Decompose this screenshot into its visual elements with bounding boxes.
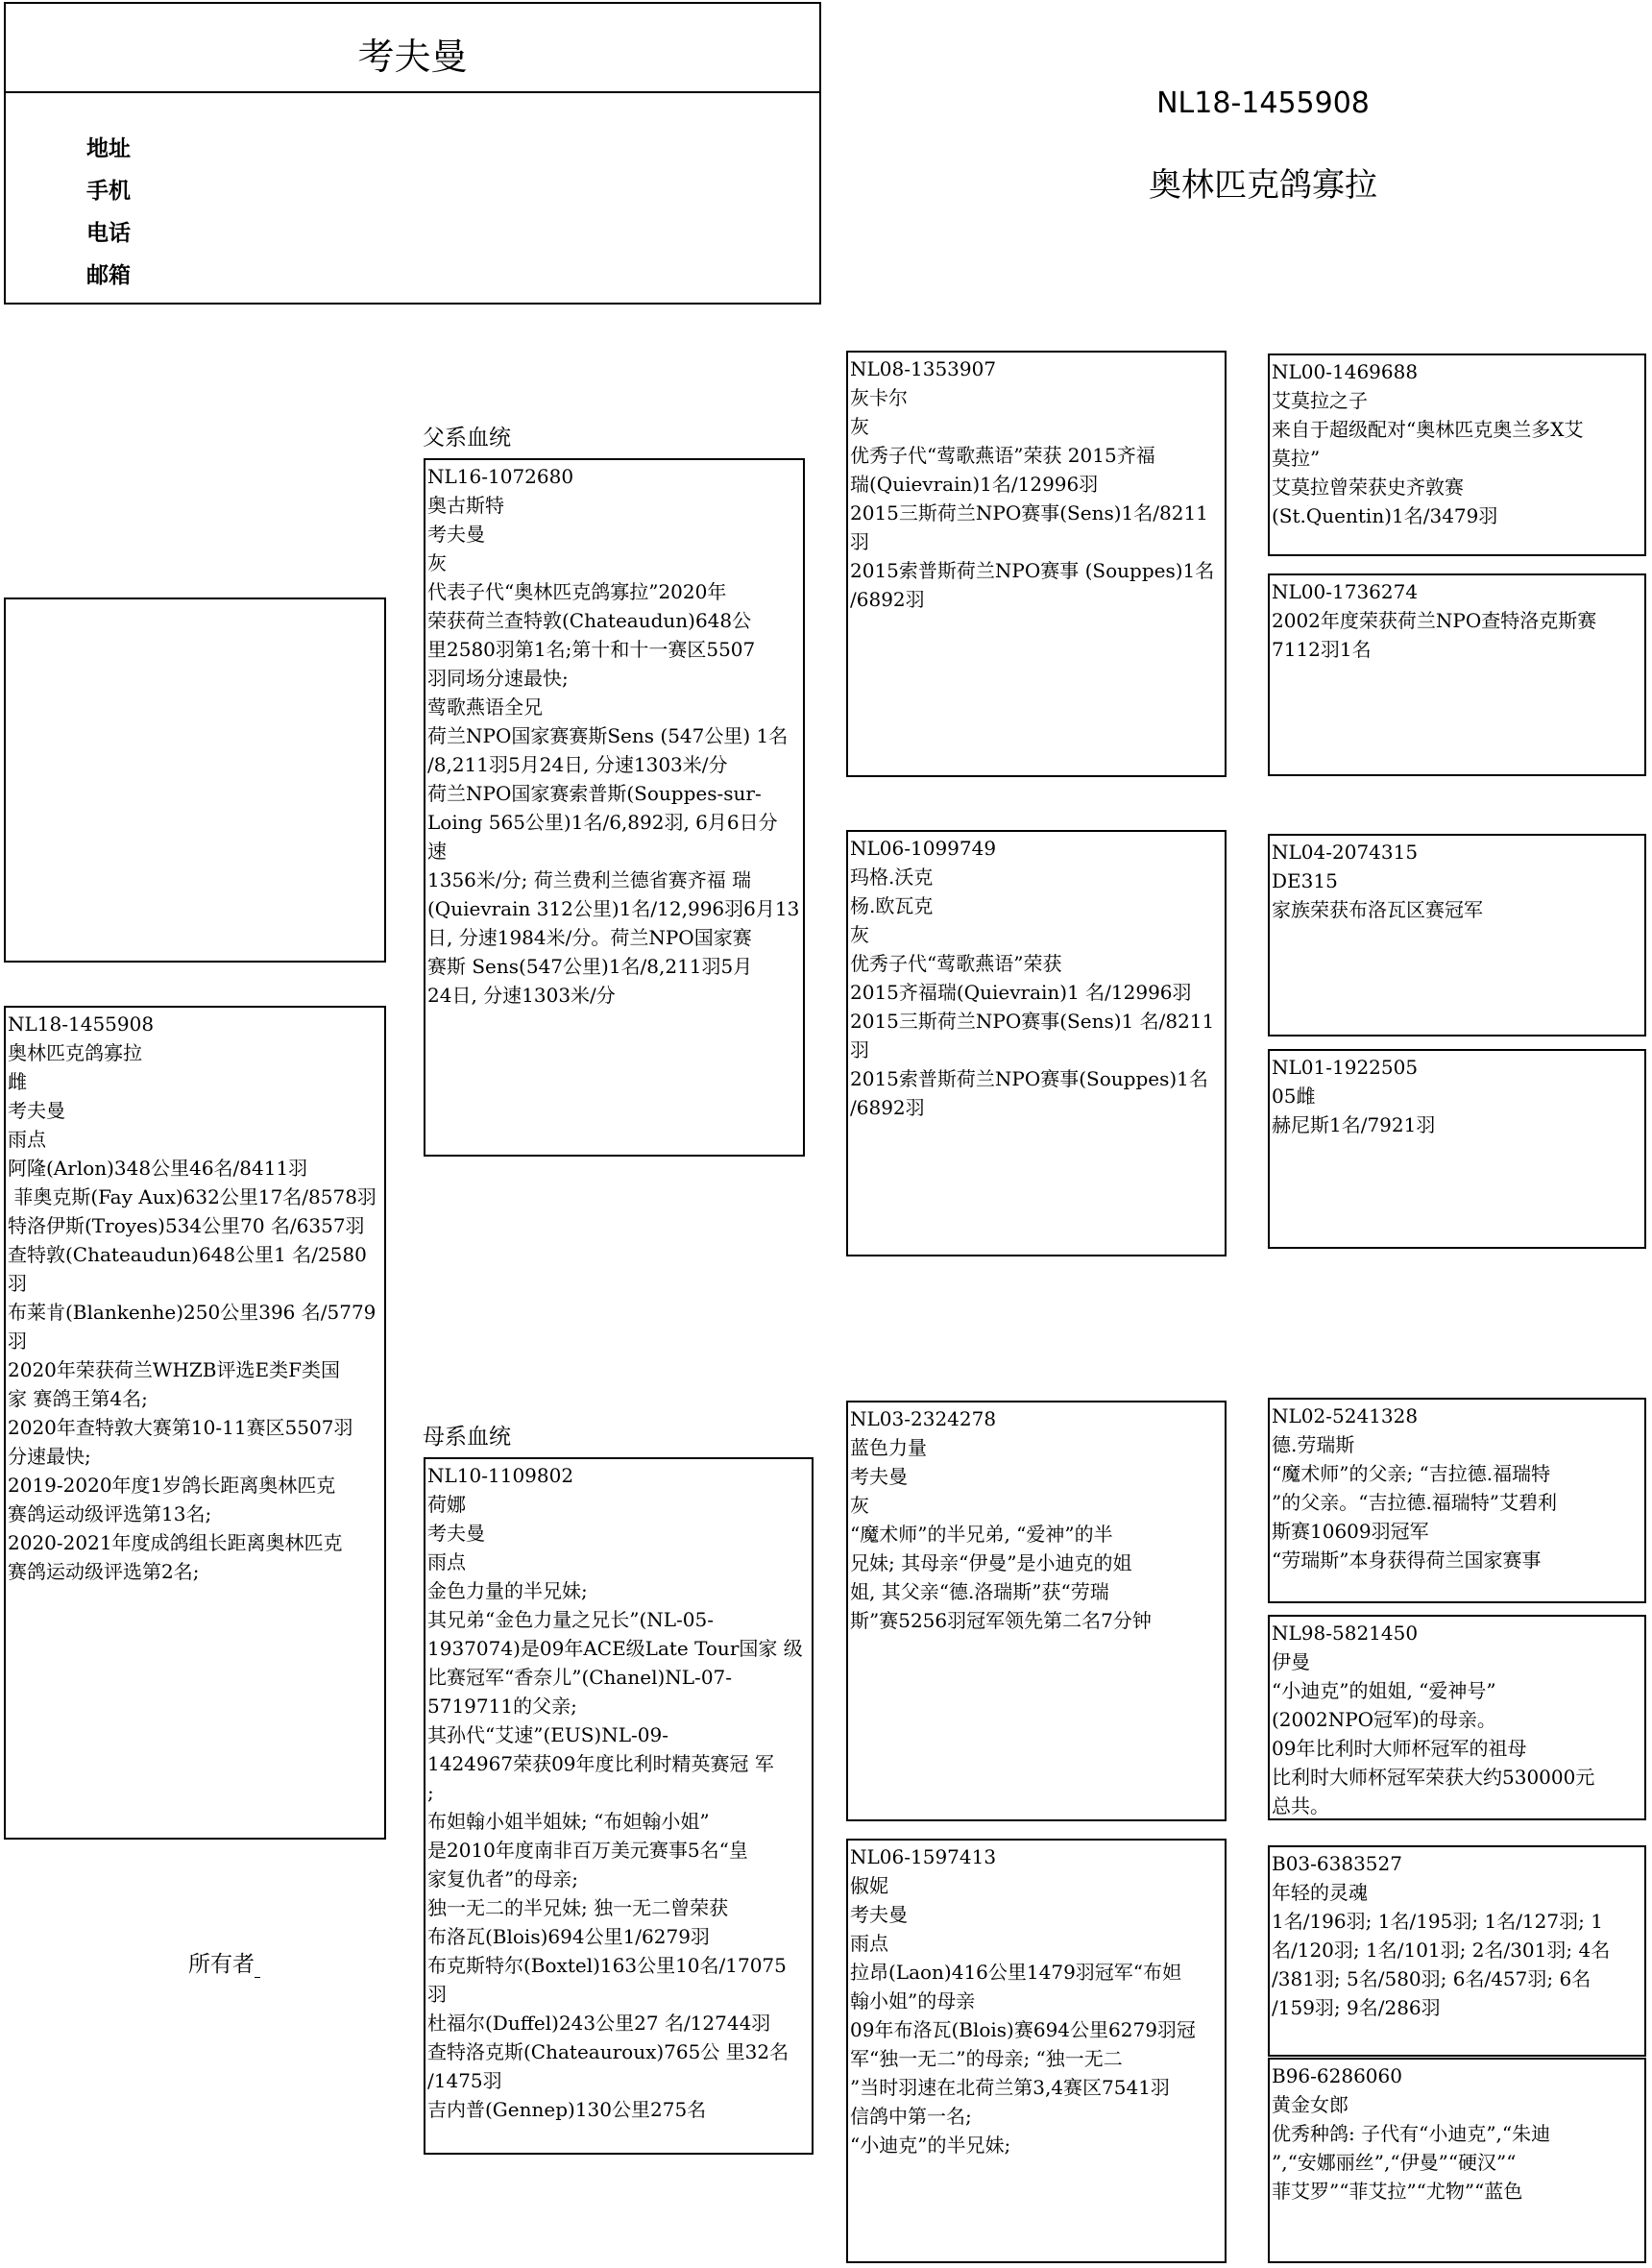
grandsire-maternal-card xyxy=(846,1401,1227,1821)
line: 奥古斯特 xyxy=(427,494,504,517)
header-box xyxy=(4,2,821,305)
sire-lines xyxy=(425,460,803,1010)
subject-lines xyxy=(6,1008,384,1586)
line: NL18-1455908 xyxy=(8,1012,155,1036)
line: 家族荣获布洛瓦区赛冠军 xyxy=(1272,898,1483,921)
line: NL00-1469688 xyxy=(1272,360,1419,383)
great-grandparent-card-5 xyxy=(1268,1398,1646,1603)
line: 其兄弟“金色力量之兄长”(NL-05- xyxy=(427,1608,714,1631)
line: 里2580羽第1名;第十和十一赛区5507 xyxy=(427,638,756,661)
line: 灰 xyxy=(850,1494,869,1517)
line: “小迪克”的半兄妹; xyxy=(850,2134,1011,2157)
line: 家 赛鸽王第4名; xyxy=(8,1387,148,1410)
line: 2015索普斯荷兰NPO赛事(Souppes)1名 xyxy=(850,1067,1208,1090)
line: 拉昂(Laon)416公里1479羽冠军“布妲 xyxy=(850,1961,1182,1984)
granddam-maternal-card xyxy=(846,1839,1227,2263)
line: 灰 xyxy=(850,415,869,438)
grandsire-paternal-card xyxy=(846,351,1227,777)
line: 考夫曼 xyxy=(427,523,485,546)
line: 优秀子代“莺歌燕语”荣获 2015齐福 xyxy=(850,444,1155,467)
line: NL16-1072680 xyxy=(427,465,574,488)
line: 布莱肯(Blankenhe)250公里396 名/5779 xyxy=(8,1301,377,1324)
line: NL06-1597413 xyxy=(850,1845,997,1868)
line: 菲艾罗”“菲艾拉”“尤物”“蓝色 xyxy=(1272,2180,1523,2203)
line: /381羽; 5名/580羽; 6名/457羽; 6名 xyxy=(1272,1967,1591,1990)
line: 特洛伊斯(Troyes)534公里70 名/6357羽 xyxy=(8,1214,365,1237)
line: 1356米/分; 荷兰费利兰德省赛齐福 瑞 xyxy=(427,868,752,891)
line: NL10-1109802 xyxy=(427,1464,574,1487)
line: 2015索普斯荷兰NPO赛事 (Souppes)1名 xyxy=(850,559,1215,582)
line: (Quievrain 312公里)1名/12,996羽6月13 xyxy=(427,897,800,920)
line: 独一无二的半兄妹; 独一无二曾荣获 xyxy=(427,1896,729,1919)
line: 7112羽1名 xyxy=(1272,638,1372,661)
contact-phone-label: 电话 xyxy=(86,221,131,246)
line: 2020年荣获荷兰WHZB评选E类F类国 xyxy=(8,1358,340,1381)
line: NL04-2074315 xyxy=(1272,841,1419,864)
line: 雌 xyxy=(8,1070,27,1093)
great-grandparent-card-3 xyxy=(1268,834,1646,1036)
line: 雨点 xyxy=(427,1550,466,1573)
line: 翰小姐”的母亲 xyxy=(850,1989,976,2012)
line: 德.劳瑞斯 xyxy=(1272,1433,1355,1456)
line: (2002NPO冠军)的母亲。 xyxy=(1272,1708,1496,1731)
line: 艾莫拉曾荣获史齐敦赛 xyxy=(1272,476,1464,499)
granddam-paternal-lines xyxy=(848,832,1225,1122)
line: 5719711的父亲; xyxy=(427,1695,577,1718)
line: NL02-5241328 xyxy=(1272,1404,1419,1427)
dam-line-label: 母系血统 xyxy=(423,1425,511,1450)
line: 名/120羽; 1名/101羽; 2名/301羽; 4名 xyxy=(1272,1939,1611,1962)
line: 2019-2020年度1岁鸽长距离奥林匹克 xyxy=(8,1474,336,1497)
line: 雨点 xyxy=(850,1932,888,1955)
line: 年轻的灵魂 xyxy=(1272,1881,1368,1904)
great-grandparent-card-8 xyxy=(1268,2058,1646,2263)
line: 羽 xyxy=(850,530,869,553)
great-grandparent-card-6 xyxy=(1268,1615,1646,1820)
header-pigeon-name: 奥林匹克鸽寡拉 xyxy=(1149,166,1377,205)
line: 分速最快; xyxy=(8,1445,91,1468)
gg4-lines xyxy=(1270,1051,1644,1139)
great-grandparent-card-7 xyxy=(1268,1845,1646,2057)
granddam-paternal-card xyxy=(846,830,1227,1256)
line: “小迪克”的姐姐, “爱神号” xyxy=(1272,1679,1496,1702)
line: /8,211羽5月24日, 分速1303米/分 xyxy=(427,753,728,776)
contact-mobile-label: 手机 xyxy=(86,179,131,204)
gg3-lines xyxy=(1270,836,1644,924)
gg5-lines xyxy=(1270,1400,1644,1574)
line: 2020年查特敦大赛第10-11赛区5507羽 xyxy=(8,1416,353,1439)
line: 蓝色力量 xyxy=(850,1436,927,1459)
line: 灰卡尔 xyxy=(850,386,908,409)
line: 日, 分速1984米/分。荷兰NPO国家赛 xyxy=(427,926,752,949)
line: 羽 xyxy=(850,1038,869,1061)
contact-address-label: 地址 xyxy=(86,136,131,161)
line: 2015三斯荷兰NPO赛事(Sens)1名/8211 xyxy=(850,501,1208,524)
dam-lines xyxy=(425,1459,812,2124)
granddam-maternal-lines xyxy=(848,1841,1225,2159)
line: B96-6286060 xyxy=(1272,2064,1402,2087)
line: NL00-1736274 xyxy=(1272,580,1419,603)
line: 莫拉” xyxy=(1272,447,1321,470)
line: 查特洛克斯(Chateauroux)765公 里32名 xyxy=(427,2040,790,2063)
line: Loing 565公里)1名/6,892羽, 6月6日分 xyxy=(427,811,778,834)
line: 奥林匹克鸽寡拉 xyxy=(8,1041,142,1064)
line: ; xyxy=(427,1781,434,1804)
line: NL01-1922505 xyxy=(1272,1056,1419,1079)
line: 阿隆(Arlon)348公里46名/8411羽 xyxy=(8,1157,308,1180)
owner-text: 所有者 xyxy=(188,1952,255,1977)
line: 伊曼 xyxy=(1272,1650,1310,1673)
line: 吉内普(Gennep)130公里275名 xyxy=(427,2098,707,2121)
photo-frame xyxy=(4,597,386,963)
line: 布克斯特尔(Boxtel)163公里10名/17075 xyxy=(427,1954,787,1977)
line: ”当时羽速在北荷兰第3,4赛区7541羽 xyxy=(850,2076,1170,2099)
line: /159羽; 9名/286羽 xyxy=(1272,1996,1441,2019)
line: 2015齐福瑞(Quievrain)1 名/12996羽 xyxy=(850,981,1192,1004)
line: ”的父亲。“吉拉德.福瑞特”艾碧利 xyxy=(1272,1491,1558,1514)
line: 荣获荷兰查特敦(Chateaudun)648公 xyxy=(427,609,752,632)
line: 信鸽中第一名; xyxy=(850,2105,972,2128)
line: 代表子代“奥林匹克鸽寡拉”2020年 xyxy=(427,580,727,603)
line: 1名/196羽; 1名/195羽; 1名/127羽; 1 xyxy=(1272,1910,1603,1933)
line: 考夫曼 xyxy=(427,1522,485,1545)
great-grandparent-card-4 xyxy=(1268,1049,1646,1249)
line: 羽 xyxy=(8,1329,27,1353)
line: 2002年度荣获荷兰NPO查特洛克斯赛 xyxy=(1272,609,1597,632)
line: NL08-1353907 xyxy=(850,357,997,380)
line: 布洛瓦(Blois)694公里1/6279羽 xyxy=(427,1925,710,1948)
line: 查特敦(Chateaudun)648公里1 名/2580羽 xyxy=(8,1243,367,1295)
line: 斯”赛5256羽冠军领先第二名7分钟 xyxy=(850,1609,1152,1632)
owner-label xyxy=(188,1946,260,1978)
line: 玛格.沃克 xyxy=(850,866,934,889)
line: /6892羽 xyxy=(850,588,925,611)
line: 雨点 xyxy=(8,1128,46,1151)
line: 俶妮 xyxy=(850,1874,888,1897)
line: 赛鸽运动级评选第13名; xyxy=(8,1502,212,1525)
line: 考夫曼 xyxy=(8,1099,65,1122)
line: 速 xyxy=(427,840,447,863)
line: 姐, 其父亲“德.洛瑞斯”获“劳瑞 xyxy=(850,1580,1109,1603)
line: “劳瑞斯”本身获得荷兰国家赛事 xyxy=(1272,1549,1542,1572)
line: 来自于超级配对“奥林匹克奥兰多X艾 xyxy=(1272,418,1584,441)
line: /1475羽 xyxy=(427,2069,502,2092)
line: 09年布洛瓦(Blois)赛694公里6279羽冠 xyxy=(850,2018,1196,2041)
grandsire-maternal-lines xyxy=(848,1402,1225,1635)
line: 考夫曼 xyxy=(850,1465,908,1488)
line: 灰 xyxy=(427,551,447,574)
line: 比利时大师杯冠军荣获大约530000元 xyxy=(1272,1766,1595,1789)
gg1-lines xyxy=(1270,355,1644,530)
line: “魔术师”的半兄弟, “爱神”的半 xyxy=(850,1523,1113,1546)
line: 羽 xyxy=(427,1983,447,2006)
line: 赫尼斯1名/7921羽 xyxy=(1272,1113,1436,1136)
line: 1424967荣获09年度比利时精英赛冠 军 xyxy=(427,1752,774,1775)
line: 黄金女郎 xyxy=(1272,2093,1348,2116)
line: 1937074)是09年ACE级Late Tour国家 级 xyxy=(427,1637,803,1660)
line: 军“独一无二”的母亲; “独一无二 xyxy=(850,2047,1123,2070)
grandsire-paternal-lines xyxy=(848,353,1225,614)
line: 灰 xyxy=(850,923,869,946)
line: 总共。 xyxy=(1272,1794,1329,1817)
subject-card xyxy=(4,1006,386,1840)
dam-card xyxy=(424,1457,814,2155)
great-grandparent-card-2 xyxy=(1268,573,1646,776)
line: 布妲翰小姐半姐妹; “布妲翰小姐” xyxy=(427,1810,710,1833)
line: 金色力量的半兄妹; xyxy=(427,1579,588,1602)
owner-blank xyxy=(255,1960,260,1978)
line: 家复仇者”的母亲; xyxy=(427,1867,578,1890)
line: 杨.欧瓦克 xyxy=(850,894,934,917)
sire-line-label: 父系血统 xyxy=(423,426,511,451)
line: 杜福尔(Duffel)243公里27 名/12744羽 xyxy=(427,2012,771,2035)
gg8-lines xyxy=(1270,2060,1644,2206)
line: 09年比利时大师杯冠军的祖母 xyxy=(1272,1737,1527,1760)
line: 是2010年度南非百万美元赛事5名“皇 xyxy=(427,1839,748,1862)
line: 荷兰NPO国家赛赛斯Sens (547公里) 1名 xyxy=(427,724,789,747)
line: 05雌 xyxy=(1272,1085,1316,1108)
line: 荷娜 xyxy=(427,1493,466,1516)
breeder-name: 考夫曼 xyxy=(357,36,468,78)
line: 考夫曼 xyxy=(850,1903,908,1926)
line: 兄妹; 其母亲“伊曼”是小迪克的姐 xyxy=(850,1551,1132,1574)
line: /6892羽 xyxy=(850,1096,925,1119)
contact-list xyxy=(86,128,131,297)
line: 赛斯 Sens(547公里)1名/8,211羽5月 xyxy=(427,955,753,978)
line: 比赛冠军“香奈儿”(Chanel)NL-07- xyxy=(427,1666,733,1689)
line: 2015三斯荷兰NPO赛事(Sens)1 名/8211 xyxy=(850,1010,1215,1033)
line: 羽同场分速最快; xyxy=(427,667,569,690)
line: B03-6383527 xyxy=(1272,1852,1402,1875)
line: 莺歌燕语全兄 xyxy=(427,695,543,719)
great-grandparent-card-1 xyxy=(1268,354,1646,556)
line: 优秀种鸽: 子代有“小迪克”,“朱迪 xyxy=(1272,2122,1551,2145)
line: NL06-1099749 xyxy=(850,837,997,860)
line: 2020-2021年度成鸽组长距离奥林匹克 xyxy=(8,1531,343,1554)
gg7-lines xyxy=(1270,1847,1644,2022)
sire-card xyxy=(424,458,805,1157)
line: 优秀子代“莺歌燕语”荣获 xyxy=(850,952,1062,975)
line: 其孙代“艾速”(EUS)NL-09- xyxy=(427,1723,668,1746)
line: DE315 xyxy=(1272,869,1338,892)
line: NL98-5821450 xyxy=(1272,1622,1419,1645)
gg6-lines xyxy=(1270,1617,1644,1820)
contact-email-label: 邮箱 xyxy=(86,263,131,288)
line: 荷兰NPO国家赛索普斯(Souppes-sur- xyxy=(427,782,762,805)
line: 24日, 分速1303米/分 xyxy=(427,984,616,1007)
gg2-lines xyxy=(1270,575,1644,664)
line: NL03-2324278 xyxy=(850,1407,997,1430)
line: ”,“安娜丽丝”,“伊曼”“硬汉”“ xyxy=(1272,2151,1517,2174)
header-ring: NL18-1455908 xyxy=(1156,86,1370,120)
line: 艾莫拉之子 xyxy=(1272,389,1368,412)
header-divider xyxy=(6,91,819,93)
line: 菲奥克斯(Fay Aux)632公里17名/8578羽 xyxy=(8,1185,377,1208)
line: 赛鸽运动级评选第2名; xyxy=(8,1560,200,1583)
line: “魔术师”的父亲; “吉拉德.福瑞特 xyxy=(1272,1462,1551,1485)
line: 斯赛10609羽冠军 xyxy=(1272,1520,1429,1543)
line: (St.Quentin)1名/3479羽 xyxy=(1272,504,1498,527)
line: 瑞(Quievrain)1名/12996羽 xyxy=(850,473,1099,496)
